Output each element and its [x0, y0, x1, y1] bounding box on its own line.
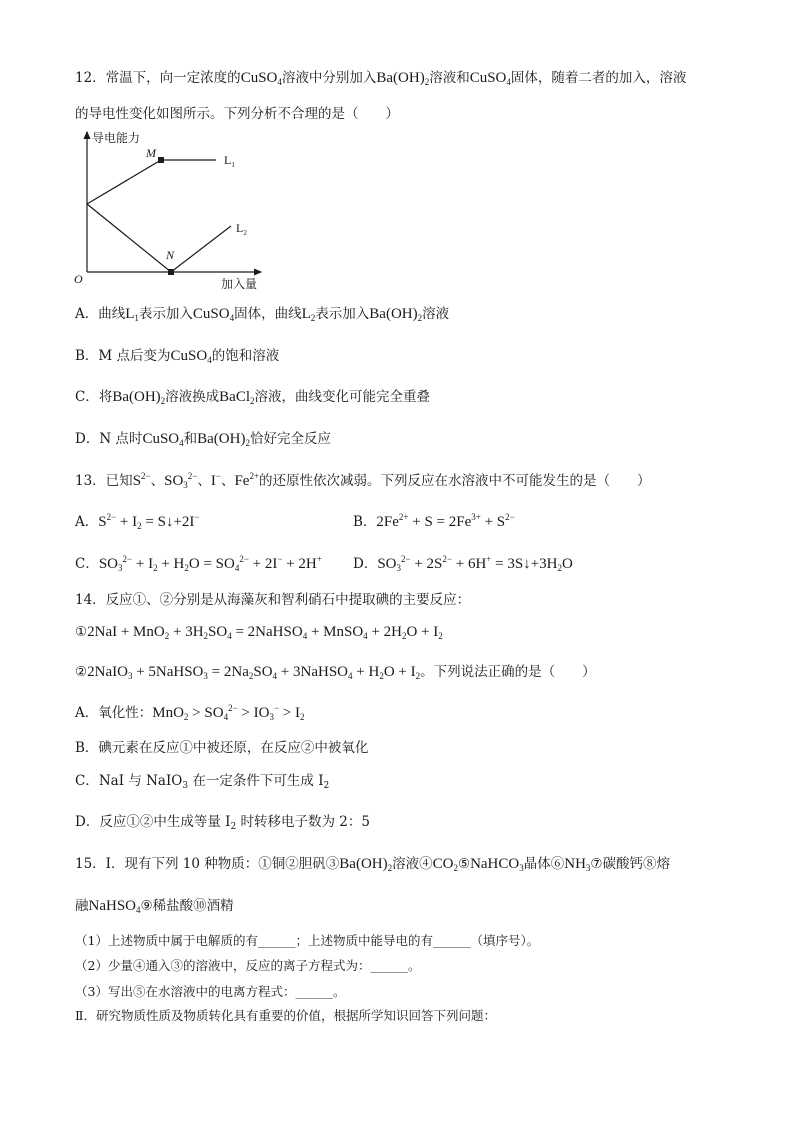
q13-option-a[interactable]: A．$S^{2-} + I_2$ = S↓+2I− [75, 512, 200, 531]
q14-stem: 14．反应①、②分别是从海藻灰和智利硝石中提取碘的主要反应： [75, 592, 471, 608]
q15-part-2: Ⅱ．研究物质性质及物质转化具有重要的价值，根据所学知识回答下列问题： [75, 1008, 496, 1023]
x-axis-label: 加入量 [221, 277, 258, 291]
y-axis-label: 导电能力 [92, 131, 141, 145]
text: 固体，随着二者的加入，溶液 [510, 70, 687, 86]
q14-option-a[interactable]: A．氧化性：$MnO_2 > SO_4^{2-} > IO_3^- > I_2$ [75, 703, 305, 722]
q12-stem-line2: 的导电性变化如图所示。下列分析不合理的是（ ） [75, 106, 399, 122]
q13-option-c[interactable]: C．$SO_3^{2-} + I_2 + H_2O = SO_4^{2-} + 2I^- + 2H^+$ [75, 554, 322, 573]
text: 溶液中分别加入 [281, 70, 377, 86]
curve-l1-label: $L_1$ [224, 153, 235, 169]
conductivity-graph [66, 128, 276, 293]
point-n-label: N [166, 248, 175, 262]
text: 溶液和 [429, 70, 470, 86]
q14-option-c[interactable]: C．NaI 与 NaIO$_3$ 在一定条件下可生成 $I_2$ [75, 773, 330, 791]
q15-stem-line2: 融NaHSO$_4$⑨稀盐酸⑩酒精 [75, 898, 234, 915]
q12-stem-line1 [75, 68, 686, 88]
curve-l2-label: $L_2$ [236, 221, 247, 237]
point-m-label: M [146, 146, 156, 160]
q12-option-c[interactable]: C．将$Ba(OH)_2$溶液换成BaCl$_2$溶液，曲线变化可能完全重叠 [75, 389, 431, 406]
q12-option-b[interactable]: B．M 点后变为CuSO$_4$的饱和溶液 [75, 348, 280, 365]
q14-option-b[interactable]: B．碘元素在反应①中被还原，在反应②中被氧化 [75, 740, 369, 756]
q13-stem: 13．已知$S^{2-}$、$SO_3^{2-}$、I−、$Fe^{2+}$的还原性依次减弱。下列反应在水溶液中不可能发生的是（ ） [75, 471, 651, 490]
curve-l2 [87, 204, 231, 272]
point-n-marker [168, 269, 174, 275]
formula-cuso4: CuSO$_4$ [469, 70, 511, 87]
q15-subquestion-3: （3）写出⑤在水溶液中的电离方程式：______。 [75, 984, 346, 999]
text: 12．常温下，向一定浓度的 [75, 70, 241, 86]
origin-label: O [74, 272, 83, 286]
q12-option-d[interactable]: D．N 点时CuSO$_4$和$Ba(OH)_2$恰好完全反应 [75, 431, 331, 448]
q13-option-b[interactable]: B．$2Fe^{2+} + S = 2Fe^{3+} + S^{2-}$ [353, 512, 515, 530]
formula-baoh2: $Ba(OH)_2$ [376, 70, 430, 87]
q13-option-d[interactable]: D．$SO_3^{2-} + 2S^{2-} + 6H^+$ = $3S↓+3H_2O$ [353, 554, 573, 573]
q14-equation-1: ①2NaI + $MnO_2 + 3H_2SO_4$ = 2NaHSO$_4$ + MnSO$_4$ + $2H_2O + I_2$ [75, 624, 443, 641]
curve-l1 [87, 160, 216, 204]
point-m-marker [158, 157, 164, 163]
q15-subquestion-1: （1）上述物质中属于电解质的有______；上述物质中能导电的有______（填序号）。 [75, 933, 540, 948]
q14-equation-2: ②2NaIO$_3$ + 5NaHSO$_3$ = $2Na_2SO_4$ + 3NaHSO$_4$ + $H_2O + I_2$。下列说法正确的是（ ） [75, 664, 596, 681]
q15-stem-line1: 15．Ⅰ．现有下列 10 种物质：①铜②胆矾$③Ba(OH)_2$溶液$④CO_2⑤NaHCO_3$晶体$⑥NH_3⑦$碳酸钙⑧熔 [75, 856, 671, 873]
q12-option-a[interactable]: A．曲线$L_1$表示加入CuSO$_4$固体，曲线$L_2$表示加入$Ba(OH)_2$溶液 [75, 306, 450, 323]
q15-subquestion-2: （2）少量④通入③的溶液中，反应的离子方程式为：______。 [75, 958, 421, 973]
q14-option-d[interactable]: D．反应①②中生成等量 $I_2$ 时转移电子数为 2：5 [75, 814, 370, 832]
formula-cuso4: CuSO$_4$ [240, 70, 282, 87]
